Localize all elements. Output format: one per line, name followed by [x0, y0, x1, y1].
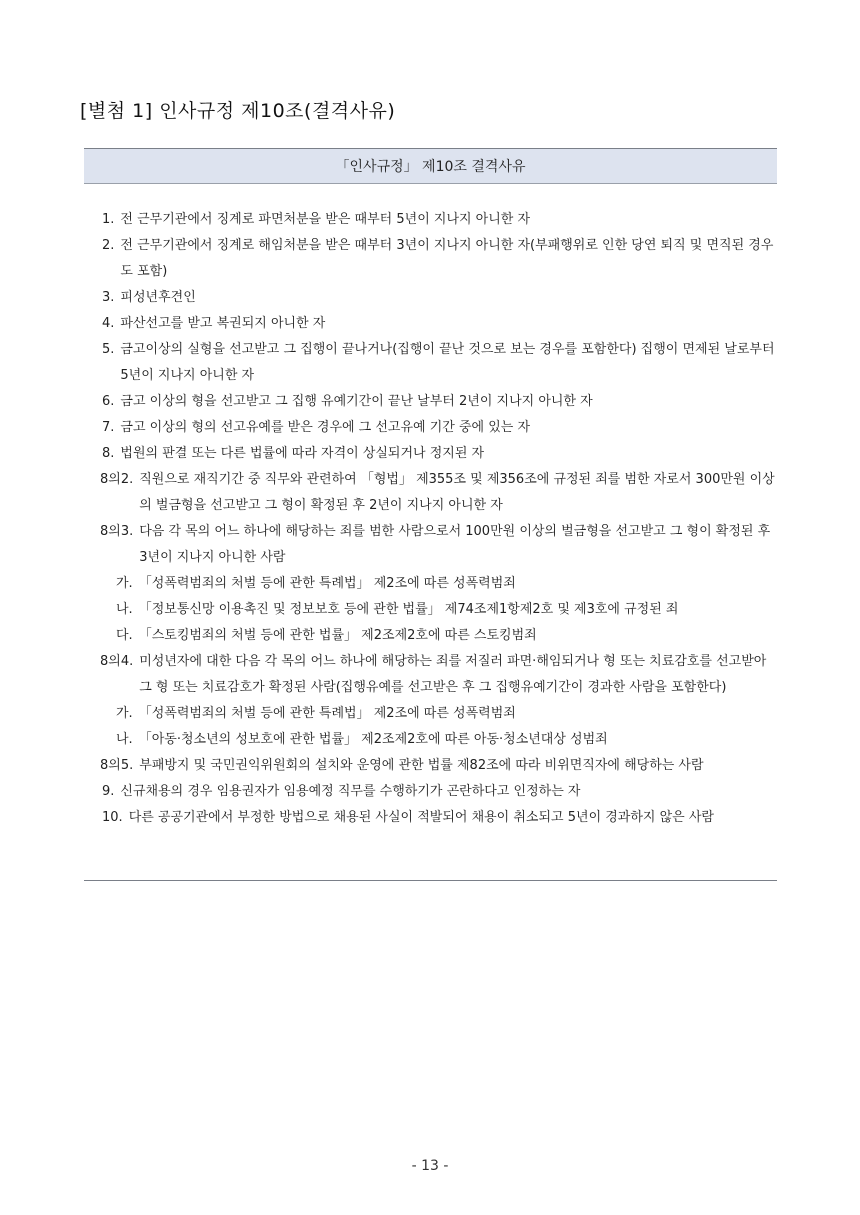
list-item [84, 207, 777, 233]
section-header-text: 「인사규정」 제10조 결격사유 [335, 159, 526, 175]
sub-item-text: 「성폭력범죄의 처벌 등에 관한 특례법」 제2조에 따른 성폭력범죄 [138, 706, 516, 721]
item-text: 전 근무기관에서 징계로 해임처분을 받은 때부터 3년이 지나지 아니한 자(부패행위로 인한 당연 퇴직 및 면직된 경우도 포함) [120, 238, 774, 279]
item-text: 전 근무기관에서 징계로 파면처분을 받은 때부터 5년이 지나지 아니한 자 [120, 212, 531, 227]
disqualification-list [84, 207, 777, 831]
item-text: 파산선고를 받고 복권되지 아니한 자 [120, 316, 326, 331]
sub-item-text: 「스토킹범죄의 처벌 등에 관한 법률」 제2조제2호에 따른 스토킹범죄 [138, 628, 537, 643]
list-item [84, 753, 777, 779]
sub-item [84, 701, 777, 727]
list-item [84, 311, 777, 337]
item-text: 신규채용의 경우 임용권자가 임용예정 직무를 수행하기가 곤란하다고 인정하는 자 [120, 784, 581, 799]
item-text: 금고이상의 실형을 선고받고 그 집행이 끝나거나(집행이 끝난 것으로 보는 경우를 포함한다) 집행이 면제된 날로부터 5년이 지나지 아니한 자 [120, 342, 775, 383]
list-item [84, 285, 777, 311]
item-text: 미성년자에 대한 다음 각 목의 어느 하나에 해당하는 죄를 저질러 파면·해임되거나 형 또는 치료감호를 선고받아 그 형 또는 치료감호가 확정된 사람(집행유예를 선고받은 후 그 집행유예기간이 경과한 사람을 포함한다) [139, 654, 767, 695]
list-item [84, 649, 777, 701]
item-number: 8의2. [100, 472, 134, 487]
sub-item-text: 「정보통신망 이용촉진 및 정보보호 등에 관한 법률」 제74조제1항제2호 및 제3호에 규정된 죄 [138, 602, 679, 617]
item-text: 다른 공공기관에서 부정한 방법으로 채용된 사실이 적발되어 채용이 취소되고 5년이 경과하지 않은 사람 [128, 810, 714, 825]
list-item [84, 779, 777, 805]
sub-item-number: 가. [116, 706, 133, 721]
sub-item [84, 597, 777, 623]
item-number: 3. [102, 290, 115, 305]
list-item [84, 415, 777, 441]
item-number: 7. [102, 420, 115, 435]
item-number: 8의4. [100, 654, 134, 669]
list-item [84, 467, 777, 519]
item-text: 금고 이상의 형의 선고유예를 받은 경우에 그 선고유예 기간 중에 있는 자 [120, 420, 531, 435]
list-item [84, 519, 777, 571]
item-number: 6. [102, 394, 115, 409]
sub-item [84, 623, 777, 649]
sub-item-number: 나. [116, 732, 133, 747]
sub-item-number: 다. [116, 628, 133, 643]
sub-item-text: 「아동·청소년의 성보호에 관한 법률」 제2조제2호에 따른 아동·청소년대상 성범죄 [138, 732, 608, 747]
list-item [84, 441, 777, 467]
list-item [84, 337, 777, 389]
item-text: 금고 이상의 형을 선고받고 그 집행 유예기간이 끝난 날부터 2년이 지나지 아니한 자 [120, 394, 593, 409]
list-item [84, 389, 777, 415]
item-text: 부패방지 및 국민권익위원회의 설치와 운영에 관한 법률 제82조에 따라 비위면직자에 해당하는 사람 [139, 758, 704, 773]
item-text: 피성년후견인 [120, 290, 196, 305]
item-number: 8의5. [100, 758, 134, 773]
sub-item [84, 727, 777, 753]
list-item [84, 805, 777, 831]
section-bottom-rule [84, 880, 777, 881]
item-number: 2. [102, 238, 115, 253]
item-number: 8의3. [100, 524, 134, 539]
item-text: 직원으로 재직기간 중 직무와 관련하여 「형법」 제355조 및 제356조에 규정된 죄를 범한 자로서 300만원 이상의 벌금형을 선고받고 그 형이 확정된 후 2년이 지나지 아니한 자 [139, 472, 775, 513]
sub-item-number: 가. [116, 576, 133, 591]
item-text: 법원의 판결 또는 다른 법률에 따라 자격이 상실되거나 정지된 자 [120, 446, 485, 461]
item-text: 다음 각 목의 어느 하나에 해당하는 죄를 범한 사람으로서 100만원 이상의 벌금형을 선고받고 그 형이 확정된 후 3년이 지나지 아니한 사람 [139, 524, 771, 565]
item-number: 8. [102, 446, 115, 461]
item-number: 10. [102, 810, 123, 825]
page-number: - 13 - [411, 1158, 449, 1174]
sub-item [84, 571, 777, 597]
sub-item-number: 나. [116, 602, 133, 617]
list-item [84, 233, 777, 285]
item-number: 1. [102, 212, 115, 227]
sub-item-text: 「성폭력범죄의 처벌 등에 관한 특례법」 제2조에 따른 성폭력범죄 [138, 576, 516, 591]
item-number: 4. [102, 316, 115, 331]
document-title: [별첨 1] 인사규정 제10조(결격사유) [80, 100, 396, 122]
item-number: 9. [102, 784, 115, 799]
item-number: 5. [102, 342, 115, 357]
section-header [84, 148, 777, 184]
